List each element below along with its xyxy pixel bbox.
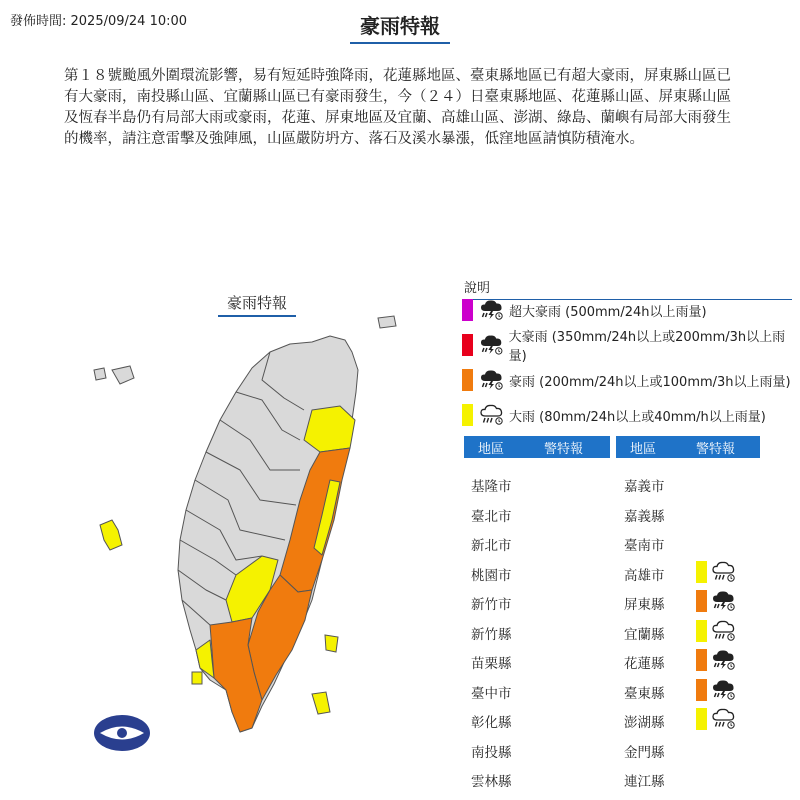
warning-indicator [696, 560, 737, 584]
warning-description: 第１８號颱風外圍環流影響，易有短延時強降雨，花蓮縣地區、臺東縣地區已有超大豪雨，屏東縣山區已有大豪雨，南投縣山區、宜蘭縣山區已有豪雨發生，今（２４）日臺東縣地區、花蓮縣山區、屏東縣山區及恆春半島仍有局部大雨或豪雨，花蓮、屏東地區及宜蘭、高雄山區、澎湖、綠島、蘭嶼有局部大雨發生的機率，請注意雷擊及強陣風，山區嚴防坍方、落石及溪水暴漲，低窪地區請慎防積淹水。 [64, 68, 731, 147]
taiwan-warning-map [0, 310, 450, 780]
rain-outline-icon [711, 619, 737, 643]
region-name: 南投縣 [471, 744, 512, 761]
region-name: 高雄市 [624, 567, 665, 584]
legend-item-heavy: 豪雨 (200mm/24h以上或100mm/3h以上雨量) [462, 368, 791, 392]
warning-indicator [696, 707, 737, 731]
table-header-left: 地區 警特報 [464, 436, 610, 458]
region-name: 臺南市 [624, 538, 665, 554]
region-name: 桃園市 [471, 567, 512, 584]
region-name: 連江縣 [624, 774, 665, 790]
region-name: 基隆市 [471, 479, 512, 495]
warning-color-swatch [696, 708, 707, 730]
issued-time: 發佈時間: 2025/09/24 10:00 [10, 14, 188, 29]
island-lanyu [312, 692, 330, 714]
island-kinmen [378, 316, 396, 328]
island-green [325, 635, 338, 652]
region-name: 新北市 [471, 538, 512, 554]
warning-indicator [696, 678, 737, 702]
warning-color-swatch [696, 649, 707, 671]
table-header-right: 地區 警特報 [616, 436, 760, 458]
region-name: 臺北市 [471, 508, 512, 525]
thunder-rain-icon [479, 298, 505, 322]
thunder-rain-icon [711, 678, 737, 702]
warning-indicator [696, 619, 737, 643]
island-liuqiu [192, 672, 202, 684]
region-name: 臺東縣 [624, 685, 665, 702]
region-name: 嘉義縣 [624, 508, 665, 525]
region-name: 嘉義市 [624, 479, 665, 495]
island-matsu-1 [112, 366, 134, 384]
region-name: 新竹縣 [471, 626, 512, 643]
region-name: 宜蘭縣 [624, 626, 665, 643]
warning-color-swatch [696, 679, 707, 701]
thunder-rain-icon [711, 589, 737, 613]
island-matsu-2 [94, 368, 106, 380]
legend-item-very-heavy: 大豪雨 (350mm/24h以上或200mm/3h以上雨量) [462, 333, 800, 357]
region-yilan [304, 406, 355, 452]
region-name: 澎湖縣 [624, 715, 665, 731]
map-title: 豪雨特報 [218, 292, 296, 317]
page-title: 豪雨特報 [350, 10, 450, 44]
region-name: 雲林縣 [471, 774, 512, 790]
region-name: 新竹市 [471, 597, 512, 613]
rain-outline-icon [711, 707, 737, 731]
region-name: 彰化縣 [471, 715, 512, 731]
region-name: 臺中市 [471, 685, 512, 702]
warning-indicator [696, 648, 737, 672]
thunder-rain-icon [711, 648, 737, 672]
cwa-logo-icon [94, 715, 150, 751]
legend-item-rain: 大雨 (80mm/24h以上或40mm/h以上雨量) [462, 403, 766, 427]
rain-outline-icon [479, 403, 505, 427]
region-name: 苗栗縣 [471, 656, 512, 672]
warning-color-swatch [696, 561, 707, 583]
thunder-rain-icon [479, 368, 505, 392]
thunder-rain-icon [479, 333, 505, 357]
region-name: 金門縣 [624, 744, 665, 761]
legend-title: 說明 [464, 277, 792, 300]
island-penghu [100, 520, 122, 550]
region-name: 屏東縣 [624, 597, 665, 613]
warning-indicator [696, 589, 737, 613]
rain-outline-icon [711, 560, 737, 584]
warning-color-swatch [696, 620, 707, 642]
warning-color-swatch [696, 590, 707, 612]
region-name: 花蓮縣 [624, 656, 665, 672]
legend-item-extreme: 超大豪雨 (500mm/24h以上雨量) [462, 298, 707, 322]
